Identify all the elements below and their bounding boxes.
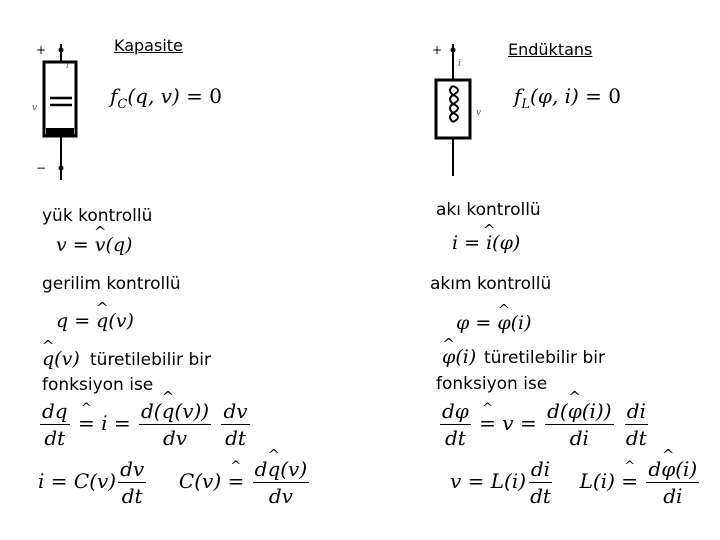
charge-controlled-label: yük kontrollü xyxy=(42,206,153,226)
current-controlled-eq: φ = ^ φ(i) xyxy=(456,312,532,334)
ind-differentiable-text: türetilebilir bir xyxy=(484,348,605,368)
voltage-controlled-label: gerilim kontrollü xyxy=(42,274,181,294)
capacitor-heading: Kapasite xyxy=(114,36,183,55)
current-label: i xyxy=(66,61,69,71)
cap-function-text: fonksiyon ise xyxy=(42,375,154,395)
capacitor-relation: $f_C(q$, v) = 0 xyxy=(110,84,222,112)
ind-derivative-eq: $\frac{d\varphi}{dt}$ ^ = v = $\frac{d(\^{} \varphi(i))}{di}$ $\frac{di}{dt}$ xyxy=(438,400,651,449)
voltage-controlled-eq: q = ^ q(v) xyxy=(56,310,134,332)
ind-voltage-eq: v = L(i) $\frac{di}{dt}$ L(i) ^ = $\frac{d\^{} \varphi(i)}{di}$ xyxy=(450,458,701,507)
inductor-heading: Endüktans xyxy=(508,40,593,59)
plus-sign: + xyxy=(432,43,443,57)
inductor-voltage-label: v xyxy=(476,108,482,118)
cap-function-symbol: ^ q(v) xyxy=(42,348,80,370)
flux-controlled-label: akı kontrollü xyxy=(436,200,541,220)
voltage-label: v xyxy=(32,103,38,113)
capacitor-diagram xyxy=(28,40,88,190)
current-controlled-label: akım kontrollü xyxy=(430,274,552,294)
cap-differentiable-text: türetilebilir bir xyxy=(90,350,211,370)
minus-sign: − xyxy=(36,161,47,175)
inductor-relation: $f_L(\varphi$, i) = 0 xyxy=(514,84,621,112)
ind-function-text: fonksiyon ise xyxy=(436,374,548,394)
current-label: i xyxy=(458,59,461,69)
flux-controlled-eq: i = ^ i(φ) xyxy=(452,232,520,254)
cap-derivative-eq: $\frac{dq}{dt}$ ^ = i = $\frac{d(\^{} q(v))}{dv}$ $\frac{dv}{dt}$ xyxy=(38,400,252,449)
ind-function-symbol: ^ φ(i) xyxy=(442,346,476,368)
charge-controlled-eq: v = ^ v(q) xyxy=(56,234,132,256)
cap-current-eq: i = C(v) $\frac{dv}{dt}$ C(v) ^ = $\frac{d\^{} q(v)}{dv}$ xyxy=(38,458,311,507)
plus-sign: + xyxy=(36,43,47,57)
